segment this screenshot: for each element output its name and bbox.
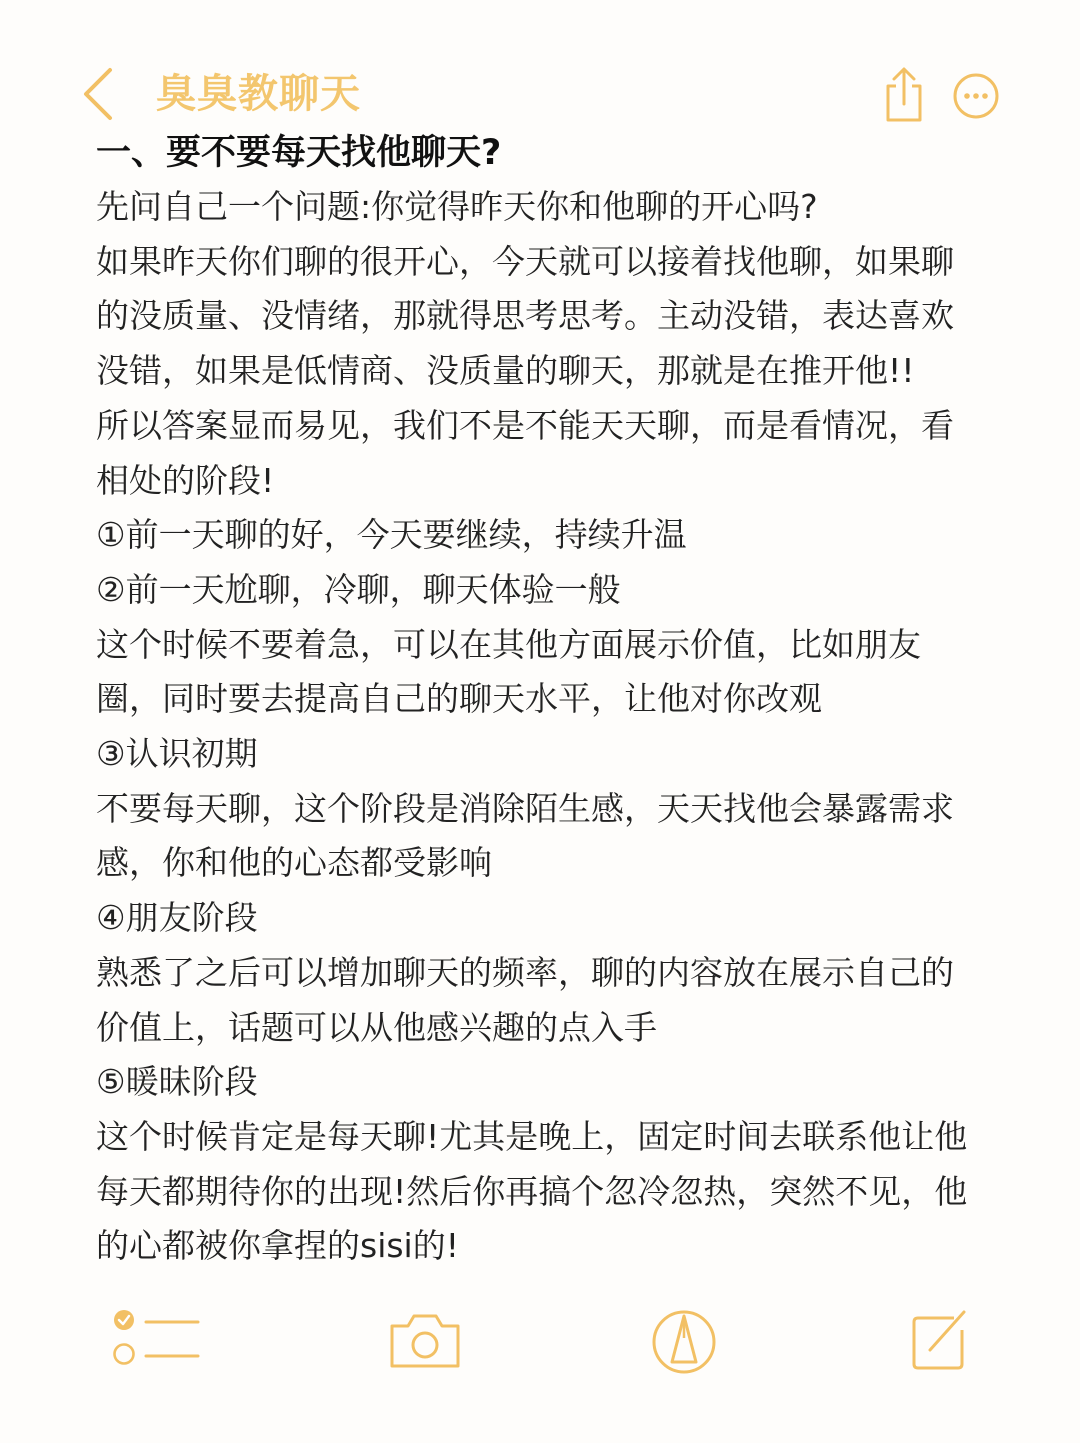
note-line: 的心都被你拿捏的sisi的!	[96, 1226, 459, 1266]
share-icon[interactable]	[882, 66, 926, 124]
note-line: 的没质量、没情绪，那就得思考思考。主动没错，表达喜欢	[96, 296, 954, 336]
note-line: 先问自己一个问题:你觉得昨天你和他聊的开心吗?	[96, 187, 818, 226]
note-line: 熟悉了之后可以增加聊天的频率，聊的内容放在展示自己的	[96, 952, 954, 992]
note-line: 不要每天聊，这个阶段是消除陌生感，天天找他会暴露需求	[96, 788, 954, 828]
more-icon[interactable]	[952, 72, 1000, 120]
camera-icon[interactable]	[386, 1310, 464, 1372]
note-line: 这个时候肯定是每天聊!尤其是晚上，固定时间去联系他让他	[96, 1116, 968, 1156]
compose-icon[interactable]	[908, 1308, 970, 1372]
note-line: ④朋友阶段	[96, 898, 258, 938]
note-line: ③认识初期	[96, 734, 258, 774]
note-line: 所以答案显而易见，我们不是不能天天聊，而是看情况，看	[96, 405, 954, 445]
note-line: 如果昨天你们聊的很开心，今天就可以接着找他聊，如果聊	[96, 241, 954, 281]
note-line: 每天都期待你的出现!然后你再搞个忽冷忽热，突然不见，他	[96, 1171, 968, 1211]
bottom-toolbar	[0, 1290, 1080, 1400]
note-line: ②前一天尬聊，冷聊，聊天体验一般	[96, 569, 621, 609]
note-line: 感，你和他的心态都受影响	[96, 843, 492, 883]
note-line: 价值上，话题可以从他感兴趣的点入手	[96, 1007, 657, 1047]
note-line: 相处的阶段!	[96, 460, 275, 500]
nav-title[interactable]: 臭臭教聊天	[156, 71, 361, 117]
note-line: ①前一天聊的好，今天要继续，持续升温	[96, 515, 687, 555]
markup-icon[interactable]	[650, 1308, 718, 1376]
note-line: ⑤暖昧阶段	[96, 1062, 258, 1102]
note-line: 没错，如果是低情商、没质量的聊天，那就是在推开他!!	[96, 351, 915, 391]
checklist-icon[interactable]	[110, 1306, 202, 1368]
note-line: 这个时候不要着急，可以在其他方面展示价值，比如朋友	[96, 624, 921, 664]
note-body[interactable]	[96, 126, 1026, 1274]
note-heading: 一、要不要每天找他聊天?	[96, 133, 502, 173]
navigation-bar	[0, 0, 1080, 130]
chevron-left-icon[interactable]	[78, 66, 118, 122]
note-line: 圈，同时要去提高自己的聊天水平，让他对你改观	[96, 679, 822, 719]
